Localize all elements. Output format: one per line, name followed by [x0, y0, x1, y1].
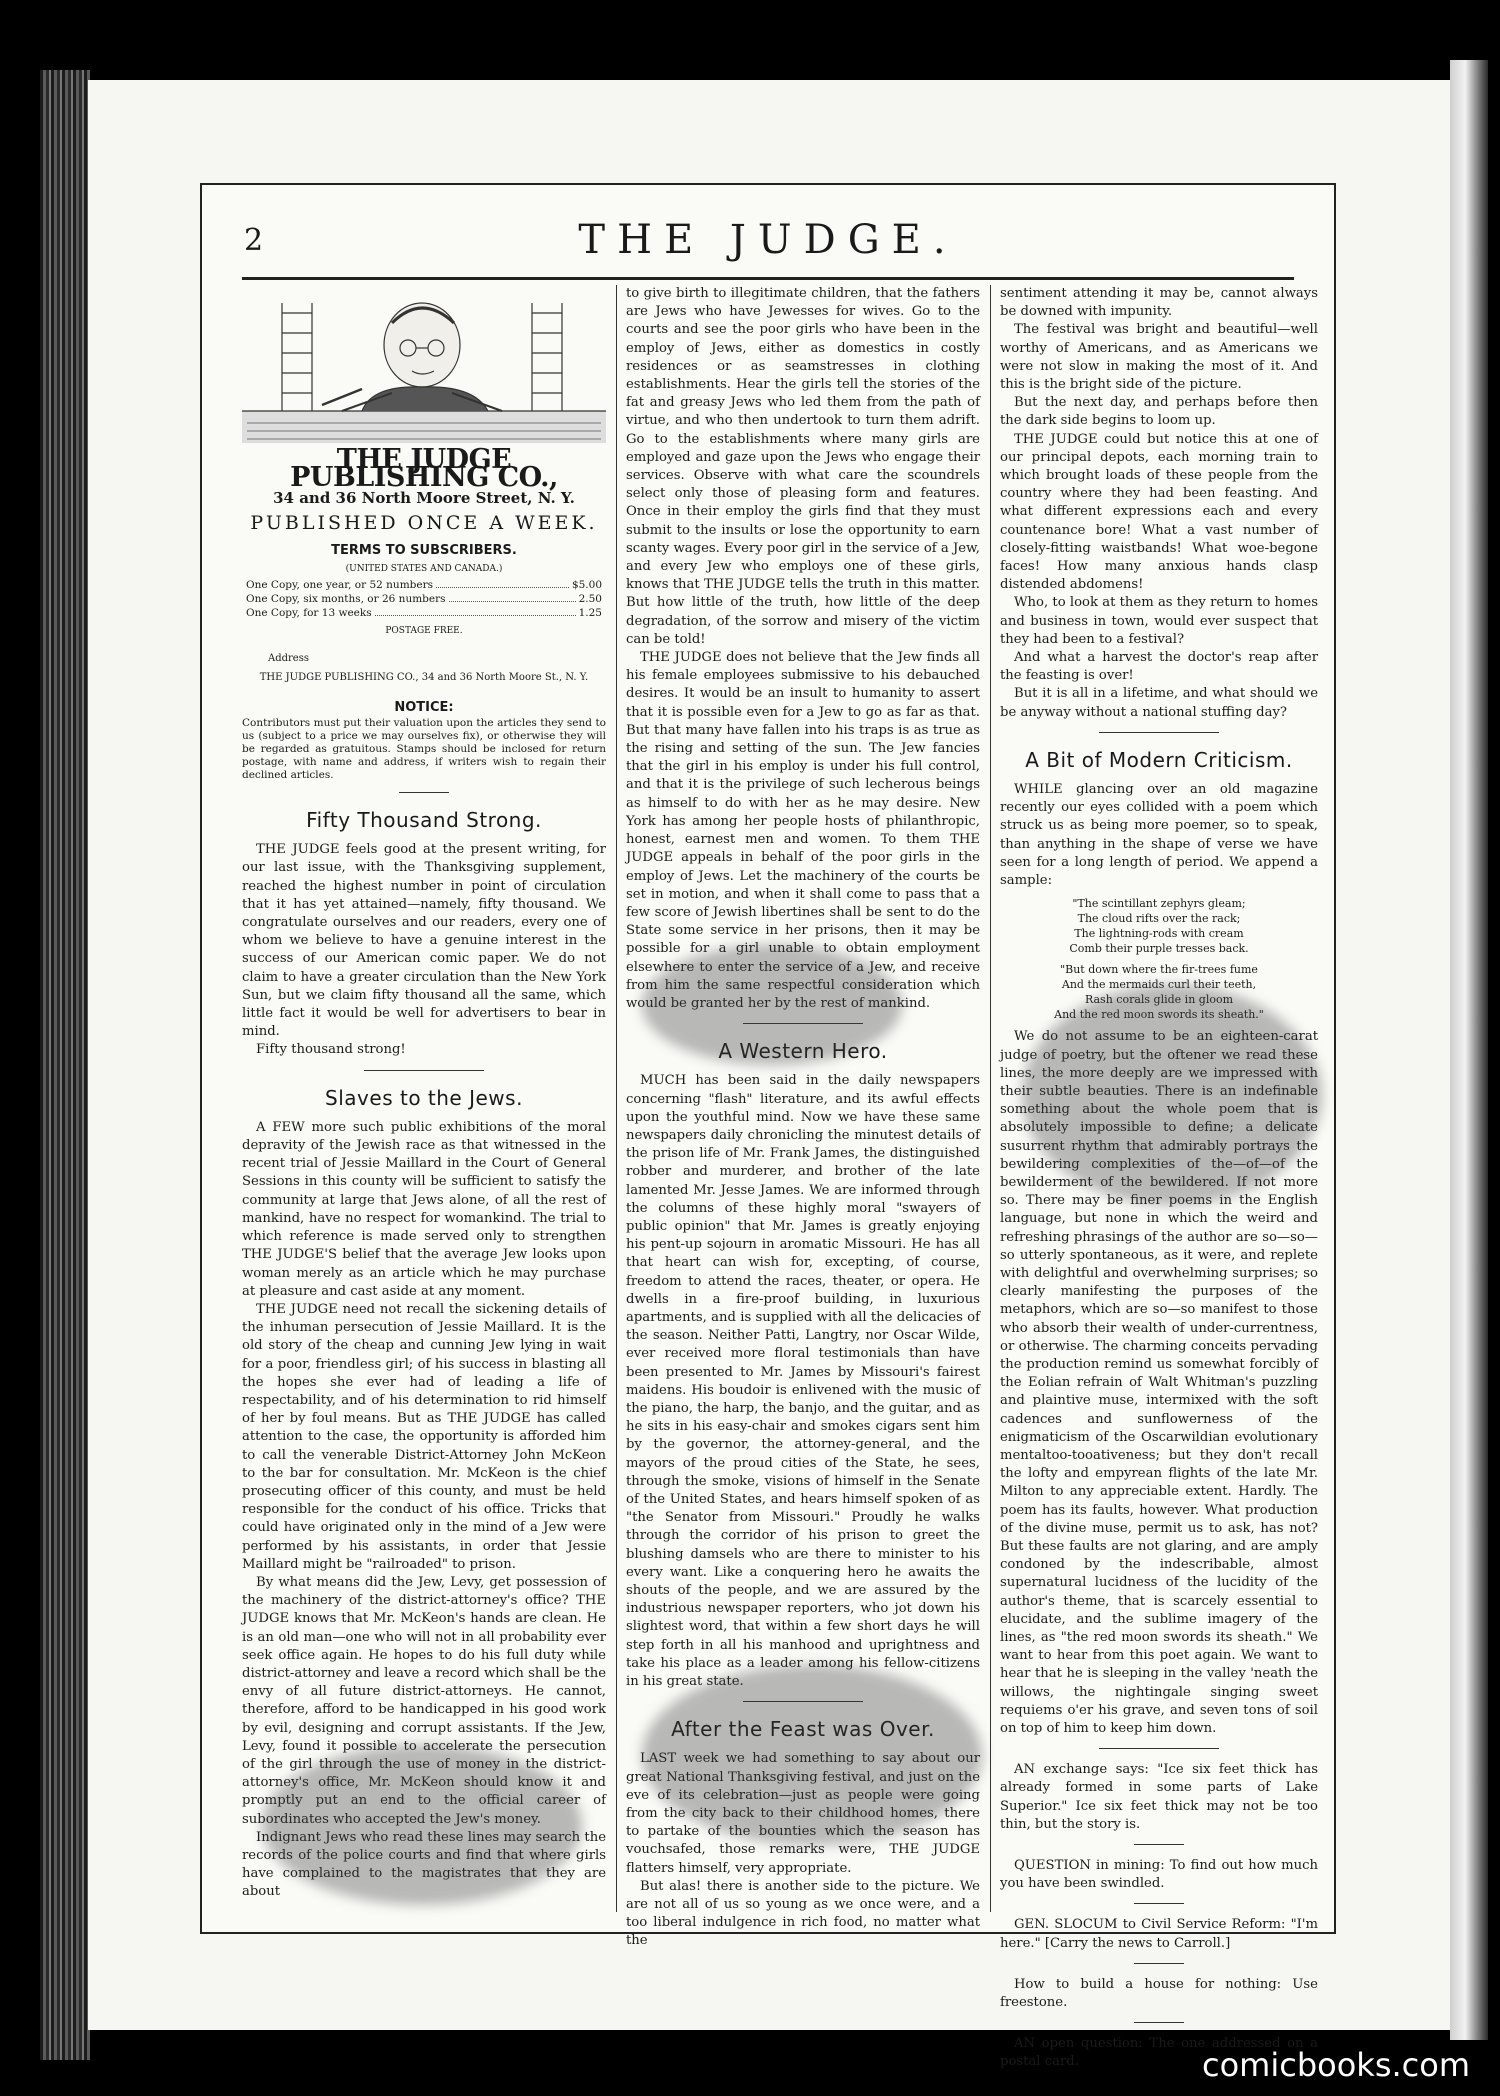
masthead-title: THE JUDGE. — [578, 217, 958, 263]
article-paragraph: MUCH has been said in the daily newspapers concerning "flash" literature, and its awful effects upon the youthful mind. Now we have these same newspapers daily chronicling the minutest details of the prison life of Mr. Frank James, the distinguished robber and murderer, and brother of the late lamented Mr. Jesse James. We are informed through the columns of these highly moral "swayers of public opinion" that Mr. James is greatly enjoying his pent-up sojourn in aromatic Missouri. He has all that heart can wish for, excepting, of course, freedom to attend the races, theater, or opera. He dwells in a fire-proof building, in luxurious apartments, and is supplied with all the delicacies of the season. Neither Patti, Langtry, nor Oscar Wilde, ever received more floral testimonials than have been presented to Mr. James by Missouri's fairest maidens. His boudoir is enlivened with the music of the piano, the harp, the banjo, and the guitar, and as he sits in his easy-chair and smokes cigars sent him by the governor, the attorney-general, and the mayors of the proud cities of the State, he sees, through the smoke, visions of himself in the Senate of the United States, and hears himself spoken of as "the Senator from Missouri." Proudly he walks through the corridor of his prison to greet the blushing damsels who are there to minister to his every want. Like a conquering hero he awaits the shouts of the people, and we are assured by the industrious newspaper reporters, who jot down his slightest word, that within a few short days he will step forth in all his manhood and uprightness and take his place as a leader among his fellow-citizens in his great state. — [626, 1073, 980, 1690]
article-paragraph: The festival was bright and beautiful—well worthy of Americans, and as Americans we were not slow in making the most of it. And this is the bright side of the picture. — [1000, 322, 1318, 393]
short-item: AN open question: The one addressed on a postal card. — [1000, 2036, 1318, 2070]
rate-row: One Copy, six months, or 26 numbers 2.50 — [246, 593, 602, 606]
terms-subtitle: (UNITED STATES AND CANADA.) — [345, 564, 503, 575]
scan-page-edge — [1450, 60, 1488, 2040]
section-divider — [1099, 1748, 1219, 1749]
poem-stanza-2 — [1000, 962, 1318, 1022]
masthead-rule — [242, 277, 1294, 280]
column-3 — [1000, 285, 1318, 2070]
page-number: 2 — [244, 223, 264, 258]
publishing-frequency: PUBLISHED ONCE A WEEK. — [250, 511, 598, 534]
column-1 — [242, 285, 606, 1914]
article-paragraph: sentiment attending it may be, cannot always be downed with impunity. — [1000, 286, 1318, 320]
article-paragraph: But it is all in a lifetime, and what should we be anyway without a national stuffing day? — [1000, 686, 1318, 720]
poem-line: Rash corals glide in gloom — [1084, 993, 1234, 1007]
article-paragraph: But alas! there is another side to the picture. We are not all of us so young as we once were, and a too liberal indulgence in rich food, no matter what the — [626, 1878, 980, 1949]
article-paragraph: THE JUDGE feels good at the present writing, for our last issue, with the Thanksgiving supplement, reached the highest number in point of circulation that it has yet attained—namely, fifty thousand. We congratulate ourselves and our readers, every one of whom we believe to have a genuine interest in the success of our American comic paper. We do not claim to have a greater circulation than the New York Sun, but we claim fifty thousand all the same, which little fact it would be well for advertisers to bear in mind. — [242, 842, 606, 1040]
poem-line: And the mermaids curl their teeth, — [1061, 978, 1257, 992]
article-title-slaves: Slaves to the Jews. — [325, 1085, 523, 1110]
article-paragraph: LAST week we had something to say about our great National Thanksgiving festival, and just on the eve of its celebration—just as people were going from the city back to their childhood homes, there to partake of the bounties which the season has vouchsafed, those remarks were, THE JUDGE flatters himself, very appropriate. — [626, 1751, 980, 1876]
article-paragraph: Indignant Jews who read these lines may search the records of the police courts and find that where girls have complained to the magistrates that they are about — [242, 1829, 606, 1900]
article-paragraph: WHILE glancing over an old magazine recently our eyes collided with a poem which struck us as being more poemer, so to speak, than anything in the shape of verse we have seen for a long length of period. We append a sample: — [1000, 782, 1318, 889]
article-paragraph: Who, to look at them as they return to homes and business in town, would ever suspect that they had been to a festival? — [1000, 595, 1318, 647]
poem-line: Comb their purple tresses back. — [1069, 942, 1249, 956]
short-item: QUESTION in mining: To find out how much you have been swindled. — [1000, 1858, 1318, 1892]
scan-binding-edge — [40, 70, 90, 2060]
column-2 — [626, 285, 980, 1949]
article-paragraph: THE JUDGE need not recall the sickening details of the inhuman persecution of Jessie Maillard. It is the old story of the cheap and cunning Jew lying in wait for a poor, friendless girl; of his success in blasting all the hopes she ever had of leading a life of respectability, and of his determination to rid himself of her by foul means. But as THE JUDGE has called attention to the case, the opportunity is afforded him to call the venerable District-Attorney John McKeon to the bar for consultation. Mr. McKeon is the chief prosecuting officer of this county, and must be held responsible for the conduct of his office. Tricks that could have originated only in the mind of a Jew were performed by his assistants, in order that Jessie Maillard might be "railroaded" to prison. — [242, 1301, 606, 1572]
column-divider — [990, 285, 991, 1912]
short-item: How to build a house for nothing: Use freestone. — [1000, 1976, 1318, 2011]
poem-line: "The scintillant zephyrs gleam; — [1072, 897, 1246, 911]
item-divider — [1134, 1903, 1184, 1904]
item-divider — [1134, 1963, 1184, 1964]
poem-line: The cloud rifts over the rack; — [1077, 912, 1241, 926]
article-paragraph: THE JUDGE could but notice this at one of our principal depots, each morning train to which brought loads of these people from the country where they had been feasting. And what different expressions each and every countenance bore! What a vast number of closely-fitting waistbands! What woe-begone faces! How many anxious hands clasp distended abdomens! — [1000, 431, 1318, 593]
article-paragraph: We do not assume to be an eighteen-carat judge of poetry, but the oftener we read these lines, the more deeply are we impressed with their subtle beauties. There is an indefinable something about the whole poem that is absolutely impossible to define; a delicate susurrent rhythm that admirably portrays the bewildering complexities of the—of—of the bewilderment of the bewildered. If not more so. There may be finer poems in the English language, but none in which the weird and refreshing phrasings of the author are so—so—so utterly spontaneous, as it were, and replete with delightful and overwhelming surprises; so clearly manifesting the purposes of the metaphors, which are so—so manifest to those who absorb their wealth of under-currentness, or otherwise. The charming conceits pervading the production remind us somewhat forcibly of the Eolian refrain of Walt Whitman's puzzling and plaintive muse, intermixed with the soft cadences and sunflowerness of the enigmaticism of the Oscarwildian evolutionary mentaltoo-tooativeness; but they don't recall the lofty and empyrean flights of the late Mr. Milton to any appreciable extent. Hardly. The poem has its faults, however. What production of the divine muse, permit us to ask, has not? But these faults are not glaring, and are amply condoned by the indescribable, almost supernatural lucidness of the lucidity of the author's theme, that is scarcely essential to elucidate, and the sublime imagery of the lines, as "the red moon swords its sheath." We want to hear from this poet again. We want to hear that he is sleeping in the valley 'neath the willows, the nightingale singing sweet requiems o'er his grave, and seven tons of soil on top of him to keep him down. — [1000, 1029, 1318, 1737]
article-paragraph: Fifty thousand strong! — [256, 1042, 406, 1058]
article-paragraph: By what means did the Jew, Levy, get possession of the machinery of the district-attorney's office? THE JUDGE knows that Mr. McKeon's hands are clean. He is an old man—one who will not in all probability ever seek office again. He hopes to do his full duty while district-attorney and leave a record which shall be the envy of all future district-attorneys. He cannot, therefore, afford to be handicapped in his good work by evil, designing and corrupt assistants. If the Jew, Levy, found it possible to accelerate the persecution of the girl through the use of money in the district-attorney's office, Mr. McKeon should know it and promptly put an end to the official career of subordinates who accepted the Jew's money. — [242, 1574, 606, 1827]
short-item: AN exchange says: "Ice six feet thick has already formed in some parts of Lake Superior." Ice six feet thick may not be too thin, but the story is. — [1000, 1762, 1318, 1832]
article-title-modern-criticism: A Bit of Modern Criticism. — [1025, 747, 1293, 772]
address-label: Address — [268, 653, 309, 665]
section-divider — [1099, 732, 1219, 733]
section-divider — [364, 1070, 484, 1071]
article-title-fifty-thousand: Fifty Thousand Strong. — [306, 808, 542, 833]
item-divider — [1134, 2022, 1184, 2023]
notice-title: NOTICE: — [394, 699, 454, 715]
publisher-address: 34 and 36 North Moore Street, N. Y. — [273, 489, 575, 508]
item-divider — [1134, 1844, 1184, 1845]
article-paragraph: A FEW more such public exhibitions of the moral depravity of the Jewish race as that witnessed in the recent trial of Jessie Maillard in the Court of General Sessions in this county will be sufficient to satisfy the community at large that Jews alone, of all the rest of mankind, have no respect for womankind. The trial to which reference is made served only to strengthen THE JUDGE'S belief that the average Jew looks upon woman merely as an article which he may purchase at pleasure and cast aside at any moment. — [242, 1119, 606, 1299]
judge-illustration — [242, 293, 606, 443]
article-title-after-feast: After the Feast was Over. — [671, 1717, 935, 1742]
article-paragraph: But the next day, and perhaps before then the dark side begins to loom up. — [1000, 395, 1318, 429]
section-divider — [743, 1701, 863, 1702]
article-title-western-hero: A Western Hero. — [718, 1039, 888, 1064]
postage-note: POSTAGE FREE. — [385, 626, 463, 637]
poem-line: The lightning-rods with cream — [1074, 927, 1244, 941]
terms-title: TERMS TO SUBSCRIBERS. — [331, 542, 517, 558]
poem-line: "But down where the fir-trees fume — [1060, 963, 1258, 977]
poem-stanza-1 — [1000, 896, 1318, 956]
page-frame — [200, 183, 1336, 2070]
short-item: GEN. SLOCUM to Civil Service Reform: "I'm here." [Carry the news to Carroll.] — [1000, 1917, 1318, 1951]
article-paragraph: to give birth to illegitimate children, that the fathers are Jews who have Jewesses for wives. Go to the courts and see the poor girls who have been in the employ of Jews, either as domestics in costly residences or as seamstresses in clothing establishments. Hear the girls tell the stories of the fat and greasy Jews who led them from the path of virtue, and who then undertook to turn them adrift. Go to the establishments where many girls are employed and gaze upon the Jews who engage their services. Observe with what care the scoundrels select only those of pleasing form and features. Once in their employ the girls find that they must submit to the insults or lose the opportunity to earn scanty wages. Every poor girl in the service of a Jew, and every Jew who employs one of these girls, knows that THE JUDGE tells the truth in this matter. But how little of the truth, how little of the deep degradation, of the sorrow and misery of the victim can be told! — [626, 286, 980, 647]
section-divider — [743, 1023, 863, 1024]
watermark-text: comicbooks.com — [1201, 2046, 1470, 2084]
rate-row: One Copy, one year, or 52 numbers $5.00 — [246, 579, 602, 592]
poem-line: And the red moon swords its sheath." — [1054, 1008, 1264, 1022]
column-divider — [616, 285, 617, 1912]
short-items — [1000, 1761, 1318, 2071]
notice-text: Contributors must put their valuation upon the articles they send to us (subject to a price we may ourselves fix), or otherwise they will be regarded as gratuitous. Stamps should be inclosed for return postage, with name and address, if writers wish to regain their declined articles. — [242, 717, 606, 782]
section-divider — [399, 792, 449, 793]
article-paragraph: THE JUDGE does not believe that the Jew finds all his female employees submissive to his debauched desires. It would be an insult to humanity to assert that it is possible even for a Jew to go as far as that. But that many have fallen into his traps is as true as the rising and setting of the sun. The Jew fancies that the girl in his employ is under his full control, and that it is the privilege of such lecherous beings as himself to do with her as he may desire. New York has among her people hosts of philanthropic, honest, earnest men and women. To them THE JUDGE appeals in behalf of the poor girls in the employ of Jews. Let the machinery of the courts be set in motion, and when it shall come to pass that a few score of Jewish libertines shall be sent to do the State some service in her prisons, then it may be possible for a girl unable to obtain employment elsewhere to enter the service of a Jew, and receive from him the same respectful consideration which would be granted her by the rest of mankind. — [626, 650, 980, 1011]
address-line: THE JUDGE PUBLISHING CO., 34 and 36 North Moore St., N. Y. — [259, 671, 589, 683]
rate-row: One Copy, for 13 weeks 1.25 — [246, 607, 602, 620]
article-paragraph: And what a harvest the doctor's reap after the feasting is over! — [1000, 650, 1318, 684]
publisher-name: THE JUDGE PUBLISHING CO., — [290, 444, 558, 494]
